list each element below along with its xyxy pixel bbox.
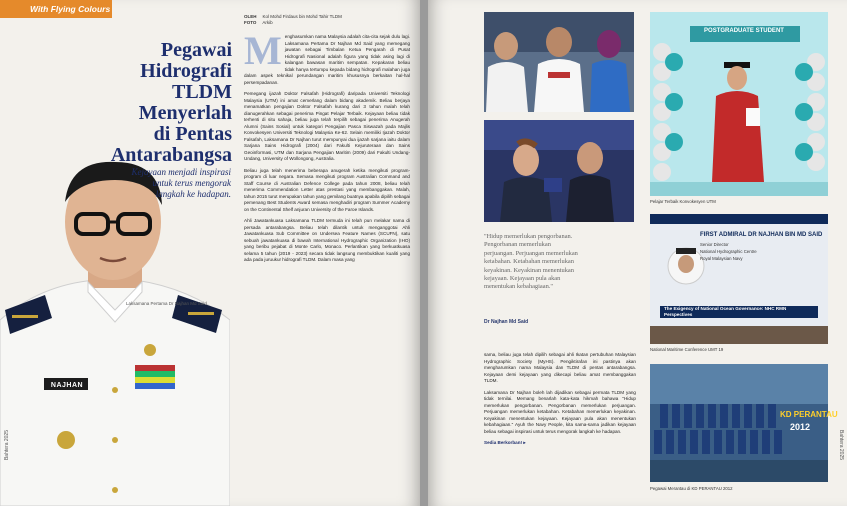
photo-award	[484, 120, 634, 222]
slide-navy: Royal Malaysian Navy	[700, 256, 743, 261]
byline	[244, 14, 342, 26]
article-body	[244, 28, 410, 504]
graduation-banner: POSTGRADUATE STUDENT	[704, 28, 784, 34]
closing-line: Sedia Berkorban! ▸	[484, 440, 526, 445]
body-paragraph: Pemegang ijazah Doktor Falsafah (Hidrografi) daripada Universiti Teknologi Malaysia (UTM) ini amat cemerlang dalam bidang akademik. Beliau berjaya menamatkan pengajian Doktor Falsafah kurang dari 3 tahun malah telah dianugerahkan sebagai penerima Pingat Pelajar Terbaik. Kejayaan beliau tidak terhenti di situ sahaja, beliau juga telah terpilih sebagai penerima Anugerah Alumni (Sains Sosial) untuk kategori Pengajian Pasca Siswazah pada Majlis Konvokesyen Universiti Teknologi Malaysia Ke-62. Selain memiliki Ijazah Doktor Falsafah, Laksamana Dr Najhan turut mempunyai dua ijazah sarjana iaitu dalam Sarjana Sains Hidrografi (2004) dari Fakulti Kejuruteraan dan Sains Geoinformasi, UTM dan Sarjana Pengajian Maritim (2009) dari Fakulti Undang-Undang, University of Wollongong, Australia.	[244, 91, 410, 161]
headline: Pegawai Hidrografi TLDM Menyerlah di Pentas Antarabangsa	[110, 39, 232, 166]
folio-right: Bahtera 2025	[838, 430, 844, 461]
portrait-caption: Laksamana Pertama Dr Najhan Md Said	[126, 301, 207, 306]
slide-topic: The Exigency of National Ocean Governance: NHC RMN Perspectives	[664, 306, 787, 317]
body-paragraph: Laksamana Dr Najhan boleh lah dijadikan sebagai permata TLDM yang tidak ternilai. Memang benarlah kata-kata hikmah bahawa "Hidup memerlukan pengorbanan. Pengorbanan memerlukan perjuangan. Perjuangan memerlukan ketabahan. Ketabahan memerlukan keyakinan. Keyakinan menentukan kejayaan. Kejayaan pula akan menentukan kebahagiaan." Ayuh the Navy People, kita sama-sama jadikan kejayaan beliau sebagai inspirasi untuk terus mengorak langkah ke hadapan.	[484, 389, 636, 434]
slide-role: Senior Director	[700, 242, 729, 247]
quote-author: Dr Najhan Md Said	[484, 319, 529, 325]
byline-author: Kol Mohd Firdaus bin Mohd Tahir TLDM	[262, 14, 342, 19]
section-banner: With Flying Colours	[0, 0, 112, 18]
photo-graduation	[650, 12, 828, 196]
left-page	[0, 0, 420, 506]
body-paragraph: Menghasumkan nama Malaysia adalah cita-cita sejak dulu lagi. Laksamana Pertama Dr Najhan Md Said yang memegang jawatan sebagai Timbalan Ketua Pengarah di Pusat Hidrografi Nasional adalah figura yang tidak asing lagi di kalangan bawasan maritim sempatan. Kepakaran beliau tidak hanya tertumpu kepada bidang hidrografi malahan juga dalam aspek teknikal perundangan maritim khususnya berkaitan hal-hal persempadanan.	[244, 28, 410, 85]
slide-name: FIRST ADMIRAL DR NAJHAN BIN MD SAID	[700, 232, 823, 238]
article-body-continued	[484, 352, 636, 452]
caption-conference: National Maritime Conference UMT 19	[650, 347, 724, 352]
folio-left: Bahtera 2025	[4, 430, 10, 461]
photo-ceremony	[484, 12, 634, 112]
group-banner: KD PERANTAU	[780, 410, 838, 419]
standfirst: Kejayaan menjadi inspirasi untuk terus mengorak langkah ke hadapan.	[131, 167, 231, 199]
body-paragraph: sama, beliau juga telah dipilih sebagai ahli Ikatan pertubuhan Malaysian Hydrographic Society (MyHS). Pengiktirafan ini pastinya akan mengharumkan nama Malaysia dan TLDM di pentas antarabangsa. Kejayaan demi kejayaan yang dikecapi beliau amat membanggakan TLDM.	[484, 352, 636, 383]
drop-cap: M	[244, 28, 282, 73]
group-year: 2012	[790, 422, 811, 432]
byline-oleh-label: OLEH	[244, 14, 257, 19]
name-tag: NAJHAN	[50, 382, 84, 389]
caption-group: Pegawai Merantau di KD PERANTAU 2012	[650, 486, 733, 491]
slide-text	[700, 232, 824, 262]
officer-portrait	[0, 150, 230, 506]
right-page	[428, 0, 847, 506]
pull-quote: "Hidup memerlukan pengorbanan. Pengorbanan memerlukan perjuangan. Perjuangan memerlukan ketabahan. Ketabahan memerlukan keyakinan. Keyakinan menentukan kejayaan. Kejayaan pula akan menentukan kebahagiaan."	[484, 233, 578, 291]
body-paragraph: Ahli Jawatankuasa Laksamana TLDM termuda ini telah pun melakar nama di persada antarabangsa. Beliau telah dilantik untuk menganggotai Ahli Jawatankuasa Sub Committee on Undersea Feature Names (SCUFN), satu sebuah jawatankuasa di bawah International Hydrographic Organization (IHO) yang beribu pejabat di Monte Carlo, Monaco. Perlantikan yang berkuatkuasa selama 5 tahun (2019 - 2023) secara tidak langsung membuktikan kualiti yang ada pada juruukur hidrografi TLDM. Dalam masa yang	[244, 218, 410, 262]
byline-foto-label: FOTO	[244, 20, 257, 25]
body-paragraph: Beliau juga telah menerima beberapa anugerah ketika mengikuti program-program di luar negara. Semasa mengikuti program Australian Command and Staff Course di Australian Defence College pada tahun 2008, beliau telah menerima Commendation Letter atas prestasi yang membanggakan. Malah, tahun 2015 turut merupakan tahun yang gemilang buatnya apabila dipilih sebagai pemenang Best Students Award semasa menghadiri program Summer Academy on the Continental Shelf anjuran University of the Faroe Islands.	[244, 167, 410, 212]
caption-graduation: Pelajar Terbaik Konvokesyen UTM	[650, 199, 716, 204]
byline-photo: Arkib	[262, 20, 273, 25]
slide-org: National Hydrographic Centre	[700, 249, 757, 254]
